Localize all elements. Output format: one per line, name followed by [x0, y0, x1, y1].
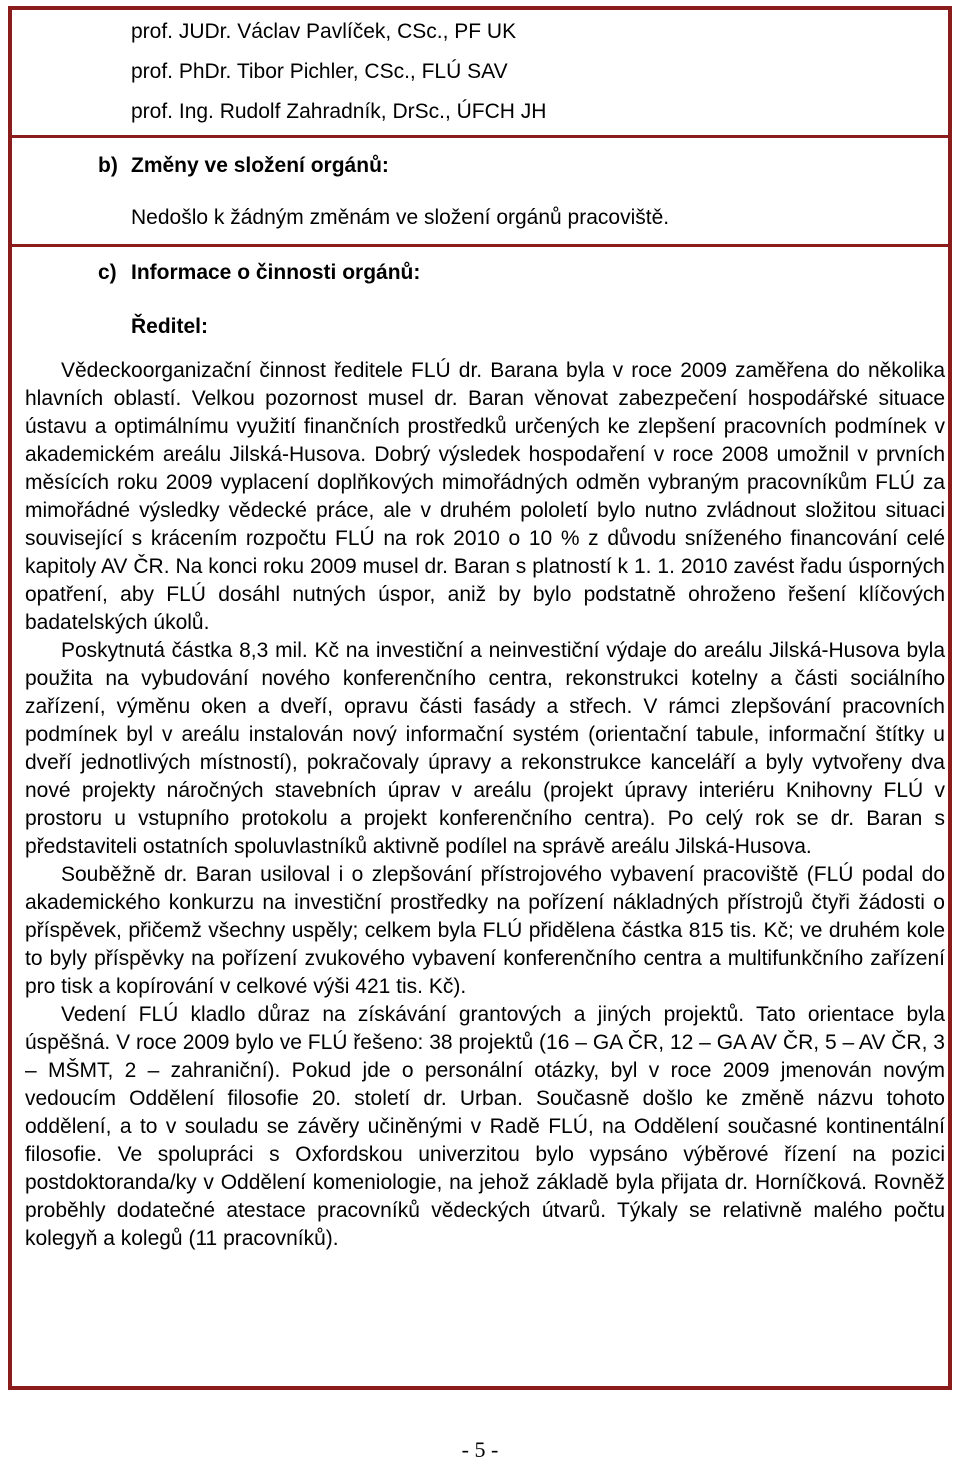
- report-paragraph-1: Vědeckoorganizační činnost ředitele FLÚ dr. Barana byla v roce 2009 zaměřena do několika hlavních oblastí. Velkou pozornost musel dr. Baran věnovat zabezpečení hospodářské situace ústavu a optimálnímu využití finančních prostředků určených ke zlepšení pracovních podmínek v akademickém areálu Jilská-Husova. Dobrý výsledek hospodaření v roce 2008 umožnil v prvních měsících roku 2009 vyplacení doplňkových mimořádných odměn vybraným pracovníkům FLÚ za mimořádné výsledky vědecké práce, ale v druhém pololetí bylo nutno zvládnout složitou situaci související s krácením rozpočtu FLÚ na rok 2010 o 10 % z důvodu sníženého financování celé kapitoly AV ČR. Na konci roku 2009 musel dr. Baran s platností k 1. 1. 2010 zavést řadu úsporných opatření, aby FLÚ dosáhl nutných úspor, aniž by bylo podstatně ohroženo řešení klíčových badatelských úkolů.: [25, 359, 945, 634]
- director-report: [25, 357, 945, 1253]
- section-c-label: c): [98, 261, 117, 284]
- section-c-heading: Informace o činnosti orgánů:: [131, 261, 421, 284]
- page-number: - 5 -: [461, 1437, 499, 1462]
- section-b-text: Nedošlo k žádným změnám ve složení orgánů pracoviště.: [131, 206, 670, 229]
- board-member-1: prof. JUDr. Václav Pavlíček, CSc., PF UK: [131, 20, 517, 43]
- board-member-3: prof. Ing. Rudolf Zahradník, DrSc., ÚFCH JH: [131, 100, 547, 123]
- section-b-label: b): [98, 154, 118, 177]
- section-b: [12, 138, 948, 247]
- report-paragraph-2: Poskytnutá částka 8,3 mil. Kč na investiční a neinvestiční výdaje do areálu Jilská-Husova byla použita na vybudování nového konferenčního centra, rekonstrukci kotelny a části sociálního zařízení, výměnu oken a dveří, opravu části fasády a střech. V rámci zlepšování pracovních podmínek byl v areálu instalován nový informační systém (orientační tabule, informační štítky u dveří jednotlivých místností), pokračovaly úpravy a rekonstrukce kanceláří a byly vytvořeny dva nové projekty náročných stavebních úprav v areálu (projekt úpravy interiéru Knihovny FLÚ v prostoru u vstupního protokolu a projekt konferenčního centra). Po celý rok se dr. Baran s představiteli ostatních spoluvlastníků aktivně podílel na správě areálu Jilská-Husova.: [25, 639, 945, 858]
- section-b-heading: Změny ve složení orgánů:: [131, 154, 389, 177]
- board-members-section: [12, 10, 948, 138]
- report-paragraph-4: Vedení FLÚ kladlo důraz na získávání grantových a jiných projektů. Tato orientace byla úspěšná. V roce 2009 bylo ve FLÚ řešeno: 38 projektů (16 – GA ČR, 12 – GA AV ČR, 5 – AV ČR, 3 – MŠMT, 2 – zahraniční). Pokud jde o personální otázky, byl v roce 2009 jmenován novým vedoucím Oddělení filosofie 20. století dr. Urban. Současně došlo ke změně názvu tohoto oddělení, a to v souladu se závěry učiněnými v Radě FLÚ, na Oddělení současné kontinentální filosofie. Ve spolupráci s Oxfordskou univerzitou bylo vypsáno výběrové řízení na pozici postdoktoranda/ky v Oddělení komeniologie, na jehož základě byla přijata dr. Horníčková. Rovněž proběhly dodatečné atestace pracovníků vědeckých útvarů. Týkaly se relativně malého počtu kolegyň a kolegů (11 pracovníků).: [25, 1003, 945, 1250]
- board-member-2: prof. PhDr. Tibor Pichler, CSc., FLÚ SAV: [131, 60, 508, 83]
- section-c: [12, 247, 948, 1386]
- report-paragraph-3: Souběžně dr. Baran usiloval i o zlepšování přístrojového vybavení pracoviště (FLÚ podal do akademického konkurzu na investiční prostředky na pořízení nákladných přístrojů čtyři žádosti o příspěvek, přičemž všechny uspěly; celkem byla FLÚ přidělena částka 815 tis. Kč; ve druhém kole to byly příspěvky na pořízení zvukového vybavení konferenčního centra a multifunkčního zařízení pro tisk a kopírování v celkové výši 421 tis. Kč).: [25, 863, 945, 998]
- section-c-subheading: Ředitel:: [131, 315, 209, 338]
- page-frame: [8, 6, 952, 1390]
